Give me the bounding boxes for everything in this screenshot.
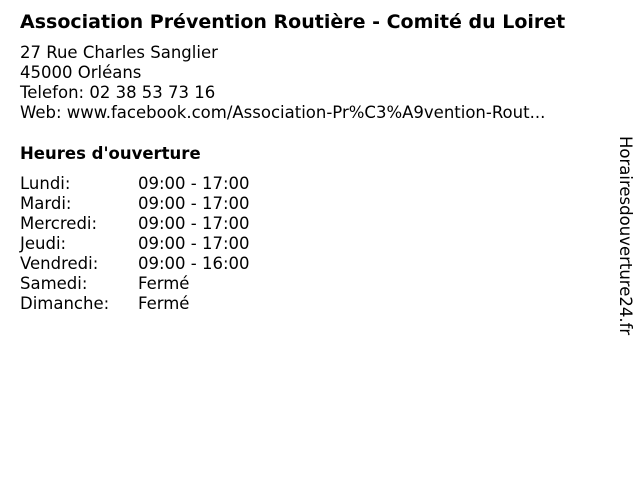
time-value: Fermé [138, 294, 190, 313]
hours-row-monday [20, 174, 250, 194]
time-value: 09:00 - 16:00 [138, 254, 250, 273]
time-value: 09:00 - 17:00 [138, 214, 250, 233]
hours-row-sunday [20, 294, 250, 314]
opening-hours-heading: Heures d'ouverture [20, 144, 201, 163]
time-value: 09:00 - 17:00 [138, 174, 250, 193]
day-label: Samedi: [20, 274, 88, 293]
day-label: Lundi: [20, 174, 71, 193]
hours-row-thursday [20, 234, 250, 254]
day-label: Vendredi: [20, 254, 99, 273]
time-value: 09:00 - 17:00 [138, 194, 250, 213]
opening-hours-table [20, 174, 250, 314]
day-label: Dimanche: [20, 294, 110, 313]
address-street: 27 Rue Charles Sanglier [20, 43, 218, 62]
day-label: Jeudi: [20, 234, 67, 253]
hours-row-saturday [20, 274, 250, 294]
day-label: Mercredi: [20, 214, 98, 233]
hours-row-tuesday [20, 194, 250, 214]
contact-info [20, 43, 545, 123]
hours-row-wednesday [20, 214, 250, 234]
time-value: 09:00 - 17:00 [138, 234, 250, 253]
time-value: Fermé [138, 274, 190, 293]
address-city: 45000 Orléans [20, 63, 142, 82]
business-name: Association Prévention Routière - Comité du Loiret [20, 11, 566, 33]
day-label: Mardi: [20, 194, 72, 213]
hours-row-friday [20, 254, 250, 274]
site-watermark: Horairesdouverture24.fr [616, 136, 635, 336]
phone-number: Telefon: 02 38 53 73 16 [20, 83, 216, 102]
website-link: Web: www.facebook.com/Association-Pr%C3%A9vention-Rout... [20, 103, 546, 122]
